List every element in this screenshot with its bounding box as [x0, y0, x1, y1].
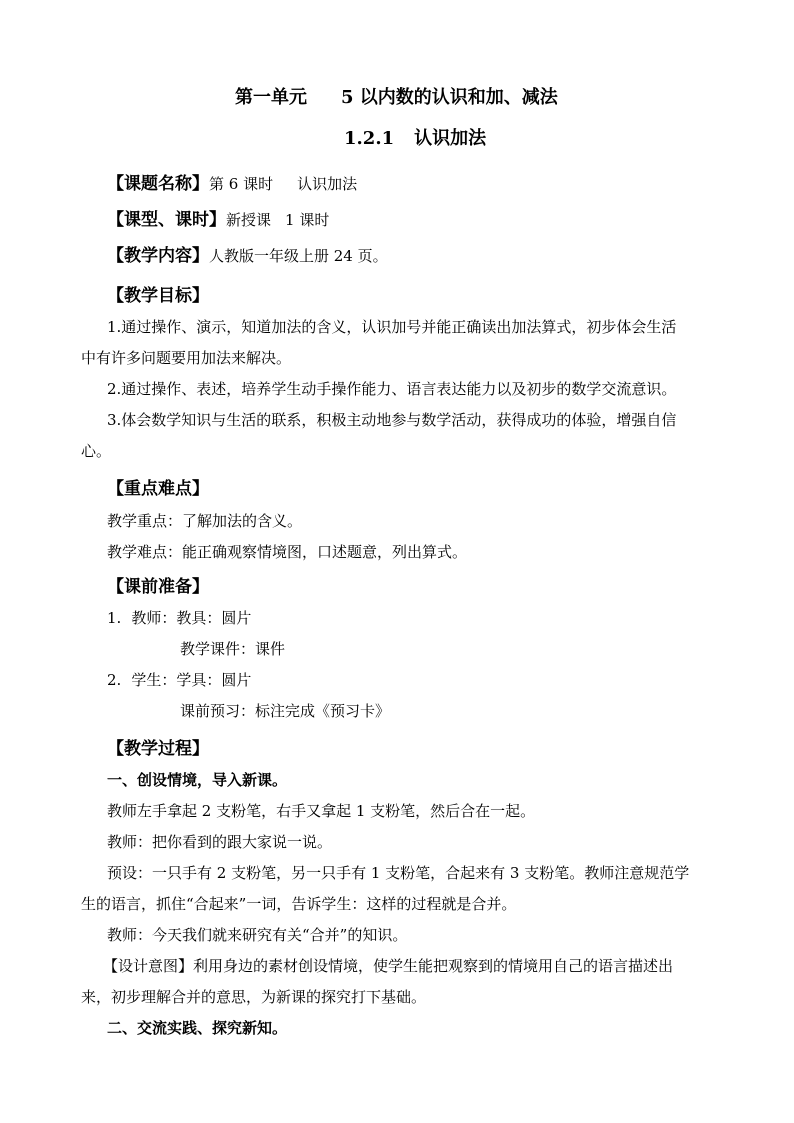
key-point: 教学重点：了解加法的含义。: [107, 512, 303, 530]
prep-2-sub: 课前预习：标注完成《预习卡》: [180, 702, 391, 720]
process-heading: 【教学过程】: [107, 739, 209, 759]
prep-heading: 【课前准备】: [107, 577, 209, 597]
lesson-type-label: 【课型、课时】: [107, 210, 226, 230]
section-1-heading: 一、创设情境，导入新课。: [107, 771, 288, 789]
lesson-name-row: [107, 174, 357, 194]
lesson-type-hours: 1 课时: [285, 211, 330, 229]
design-intent-text: 利用身边的素材创设情境，使学生能把观察到的情境用自己的语言描述出: [193, 957, 674, 975]
paragraph-2: 教师：把你看到的跟大家说一说。: [107, 833, 333, 851]
prep-2-label: 学生：学具：圆片: [131, 671, 252, 689]
prep-2: [107, 670, 251, 690]
paragraph-3-line-2: 生的语言，抓住“合起来”一词，告诉学生：这样的过程就是合并。: [81, 895, 517, 913]
design-intent-line-2: 来，初步理解合并的意思，为新课的探究打下基础。: [81, 988, 427, 1006]
lesson-type-value: 新授课: [226, 211, 272, 229]
design-intent-line-1: [103, 956, 673, 976]
paragraph-1: 教师左手拿起 2 支粉笔，右手又拿起 1 支粉笔，然后合在一起。: [107, 802, 536, 820]
title-topic: 5 以内数的认识和加、减法: [341, 87, 558, 108]
content-label: 【教学内容】: [107, 246, 209, 266]
prep-1-number: 1.: [107, 609, 122, 627]
design-intent-label: 【设计意图】: [103, 957, 194, 975]
goal-3-line-2: 心。: [81, 442, 112, 460]
goal-1-line-2: 中有许多问题要用加法来解决。: [81, 349, 292, 367]
subtitle-number: 1.2.1: [344, 128, 395, 149]
prep-2-number: 2.: [107, 671, 122, 689]
goal-3-line-1: 3.体会数学知识与生活的联系，积极主动地参与数学活动，获得成功的体验，增强自信: [107, 411, 677, 429]
subtitle-text: 认识加法: [414, 128, 487, 149]
prep-1: [107, 608, 251, 628]
lesson-name-topic: 认识加法: [297, 175, 358, 193]
lesson-name-value: 第 6 课时: [209, 175, 274, 193]
goal-1-line-1: 1.通过操作、演示，知道加法的含义，认识加号并能正确读出加法算式，初步体会生活: [107, 318, 677, 336]
content-row: [107, 246, 388, 266]
prep-1-label: 教师：教具：圆片: [131, 609, 252, 627]
content-value: 人教版一年级上册 24 页。: [209, 247, 388, 265]
prep-1-sub: 教学课件：课件: [180, 640, 286, 658]
page-subtitle: [344, 127, 486, 151]
keypoints-heading: 【重点难点】: [107, 479, 209, 499]
goals-heading: 【教学目标】: [107, 286, 209, 306]
lesson-type-row: [107, 210, 329, 230]
title-unit: 第一单元: [235, 87, 307, 108]
section-2-heading: 二、交流实践、探究新知。: [107, 1019, 288, 1037]
difficult-point: 教学难点：能正确观察情境图，口述题意，列出算式。: [107, 543, 468, 561]
page-title: [235, 86, 558, 110]
goal-2: 2.通过操作、表述，培养学生动手操作能力、语言表达能力以及初步的数学交流意识。: [107, 380, 677, 398]
paragraph-3-line-1: 预设：一只手有 2 支粉笔，另一只手有 1 支粉笔，合起来有 3 支粉笔。教师注意规范学: [107, 864, 690, 882]
lesson-name-label: 【课题名称】: [107, 174, 209, 194]
paragraph-4: 教师：今天我们就来研究有关“合并”的知识。: [107, 926, 408, 944]
